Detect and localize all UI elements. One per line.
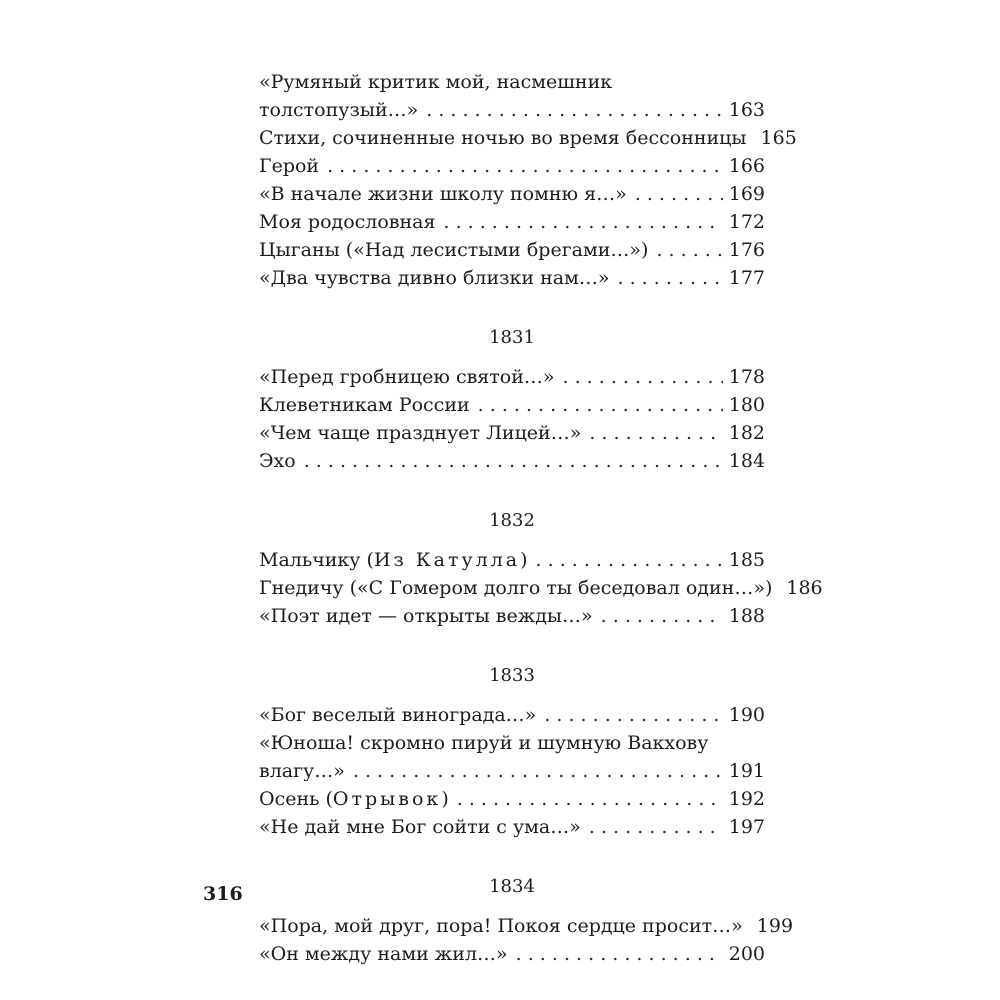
toc-entry-title-text: Мальчику (: [259, 549, 374, 571]
toc-entry-page: 191: [728, 760, 765, 782]
toc-entry-title-spaced: Из Катулла: [373, 549, 521, 571]
toc-entry-title: «Пора, мой друг, пора! Покоя сердце просит…»: [259, 915, 743, 937]
toc-entry-title: влагу…»: [259, 760, 345, 782]
toc-entry[interactable]: [259, 236, 765, 264]
toc-entry-title-suffix: ): [441, 788, 449, 810]
toc-entry[interactable]: [259, 419, 765, 447]
toc-entry-title: «В начале жизни школу помню я…»: [259, 183, 627, 205]
toc-entry-page: 166: [728, 155, 765, 177]
toc-entry[interactable]: [259, 391, 765, 419]
dot-leader: [589, 813, 723, 841]
toc-entry[interactable]: [259, 729, 765, 785]
toc-entry[interactable]: [259, 785, 765, 813]
dot-leader: [656, 236, 722, 264]
dot-leader: [516, 940, 723, 968]
toc-entry-title: «Перед гробницею святой…»: [259, 366, 555, 388]
toc-entry-title: «Бог веселый винограда…»: [259, 704, 537, 726]
dot-leader: [635, 180, 723, 208]
dot-leader: [353, 757, 723, 785]
year-heading: 1834: [489, 876, 535, 897]
toc-entry[interactable]: [259, 701, 765, 729]
dot-leader: [618, 264, 723, 292]
toc-entry-title: «Не дай мне Бог сойти с ума…»: [259, 816, 581, 838]
toc-entry-title: Гнедичу («С Гомером долго ты беседовал один…»): [259, 577, 773, 599]
toc-entry-title: Клеветникам России: [259, 394, 470, 416]
dot-leader: [563, 363, 723, 391]
toc-section: [259, 507, 823, 630]
toc-entry-page: 199: [756, 915, 794, 937]
toc-entry[interactable]: [259, 180, 765, 208]
toc-entry-page: 178: [728, 366, 765, 388]
toc-entry[interactable]: [259, 363, 765, 391]
toc-entry[interactable]: [259, 940, 765, 968]
toc-entry-title: «Два чувства дивно близки нам…»: [259, 267, 610, 289]
toc-section: [259, 662, 765, 841]
toc-entry-title-spaced: Отрывок: [332, 788, 442, 810]
toc-entry-title-text: Осень (: [259, 788, 333, 810]
toc-entry-title: Герой: [259, 155, 320, 177]
toc-entry-title: [259, 785, 449, 813]
dot-leader: [457, 785, 723, 813]
toc-entry-title: Моя родословная: [259, 211, 436, 233]
toc-entry[interactable]: [259, 574, 823, 602]
toc-entry[interactable]: [259, 912, 794, 940]
dot-leader: [327, 152, 723, 180]
toc-entry-title-line1: «Юноша! скромно пируй и шумную Вакхову: [259, 732, 709, 754]
table-of-contents: [259, 68, 823, 968]
toc-entry[interactable]: [259, 447, 765, 475]
year-heading: 1831: [489, 327, 535, 348]
dot-leader: [536, 546, 723, 574]
toc-entry[interactable]: [259, 546, 765, 574]
toc-entry-page: 172: [728, 211, 765, 233]
toc-entry-page: 165: [760, 127, 797, 149]
toc-entry-page: 182: [728, 422, 765, 444]
toc-entry-title: толстопузый…»: [259, 99, 419, 121]
toc-entry-title-suffix: ): [520, 549, 528, 571]
year-heading: 1833: [489, 665, 535, 686]
toc-entry-page: 190: [728, 704, 765, 726]
dot-leader: [478, 391, 723, 419]
toc-entry-page: 197: [728, 816, 765, 838]
toc-entry[interactable]: [259, 152, 765, 180]
toc-entry[interactable]: [259, 208, 765, 236]
toc-section: [259, 324, 765, 475]
toc-entry[interactable]: [259, 68, 765, 124]
dot-leader: [589, 419, 722, 447]
dot-leader: [426, 96, 723, 124]
toc-entry[interactable]: [259, 813, 765, 841]
dot-leader: [304, 447, 723, 475]
toc-entry-title: Эхо: [259, 450, 296, 472]
toc-entry-title: «Поэт идет — открыты вежды…»: [259, 605, 593, 627]
toc-entry-title: «Чем чаще празднует Лицей…»: [259, 422, 582, 444]
toc-entry-page: 188: [728, 605, 765, 627]
toc-entry-title: Цыганы («Над лесистыми брегами…»): [259, 239, 649, 261]
toc-entry[interactable]: [259, 602, 765, 630]
toc-section: [259, 873, 794, 968]
toc-entry-title-line1: «Румяный критик мой, насмешник: [259, 71, 613, 93]
toc-entry-page: 186: [786, 577, 823, 599]
dot-leader: [601, 602, 723, 630]
toc-entry[interactable]: [259, 124, 797, 152]
toc-entry-title: Стихи, сочиненные ночью во время бессонницы: [259, 127, 747, 149]
toc-entry-page: 176: [728, 239, 765, 261]
dot-leader: [544, 701, 722, 729]
toc-entry-page: 163: [728, 99, 765, 121]
toc-entry[interactable]: [259, 264, 765, 292]
toc-entry-page: 180: [728, 394, 765, 416]
page-number: 316: [203, 883, 243, 905]
toc-entry-page: 192: [728, 788, 765, 810]
dot-leader: [443, 208, 722, 236]
toc-entry-page: 184: [728, 450, 765, 472]
toc-entry-page: 169: [728, 183, 765, 205]
year-heading: 1832: [489, 510, 535, 531]
toc-entry-page: 185: [728, 549, 765, 571]
toc-entry-page: 177: [728, 267, 765, 289]
toc-entry-title: [259, 546, 528, 574]
toc-entry-page: 200: [728, 943, 765, 965]
toc-section: [259, 68, 797, 292]
toc-entry-title: «Он между нами жил…»: [259, 943, 508, 965]
